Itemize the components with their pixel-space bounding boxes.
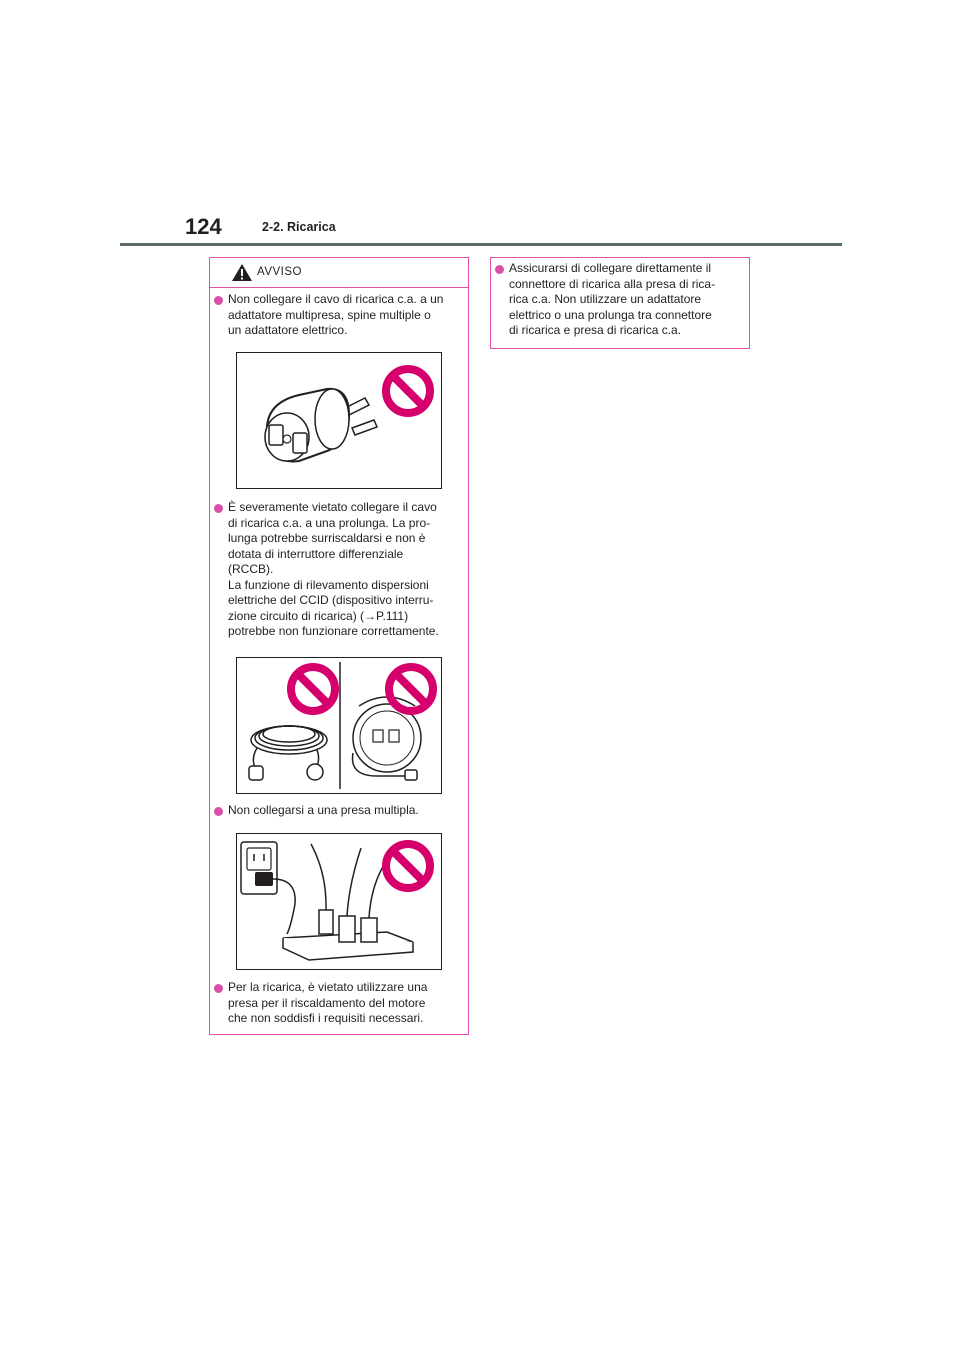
warning-item-multiple-socket: Non collegarsi a una presa multipla. bbox=[228, 803, 419, 817]
warning-header bbox=[210, 258, 468, 288]
warning-item-adapter: Non collegare il cavo di ricarica c.a. a un adattatore multipresa, spine multiple o un adattatore elettrico. bbox=[228, 292, 444, 337]
page-number: 124 bbox=[185, 214, 222, 239]
warning-title: AVVISO bbox=[257, 266, 302, 278]
extension-cord-illustration bbox=[236, 657, 442, 794]
warning-item-extension: È severamente vietato collegare il cavo di ricarica c.a. a una prolunga. La pro- lunga potrebbe surriscaldarsi e non è dotata di interruttore differenziale (RCCB). La funzione di rilevamento dispersioni elettriche del CCID (dispositivo interru- zione circuito di ricarica) (→P.111) potrebbe non funzionare correttamente. bbox=[228, 500, 439, 638]
bullet-dot bbox=[214, 807, 223, 816]
bullet-dot bbox=[214, 296, 223, 305]
bullet-dot bbox=[214, 984, 223, 993]
warning-item-heater-socket: Per la ricarica, è vietato utilizzare una presa per il riscaldamento del motore che non soddisfi i requisiti necessari. bbox=[228, 980, 428, 1025]
warning-icon bbox=[231, 263, 253, 282]
bullet-dot bbox=[495, 265, 504, 274]
power-strip-illustration bbox=[236, 833, 442, 970]
note-item-direct-connection: Assicurarsi di collegare direttamente il connettore di ricarica alla presa di rica- rica c.a. Non utilizzare un adattatore elettrico o una prolunga tra connettore di ricarica e presa di ricarica c.a. bbox=[509, 261, 716, 337]
section-title: 2-2. Ricarica bbox=[262, 220, 336, 234]
prohibition-icon bbox=[383, 661, 439, 717]
note-box bbox=[490, 257, 750, 349]
adapter-illustration bbox=[236, 352, 442, 489]
bullet-dot bbox=[214, 504, 223, 513]
header-rule bbox=[120, 243, 842, 246]
warning-box bbox=[209, 257, 469, 1035]
prohibition-icon bbox=[380, 363, 436, 419]
prohibition-icon bbox=[380, 838, 436, 894]
prohibition-icon bbox=[285, 661, 341, 717]
